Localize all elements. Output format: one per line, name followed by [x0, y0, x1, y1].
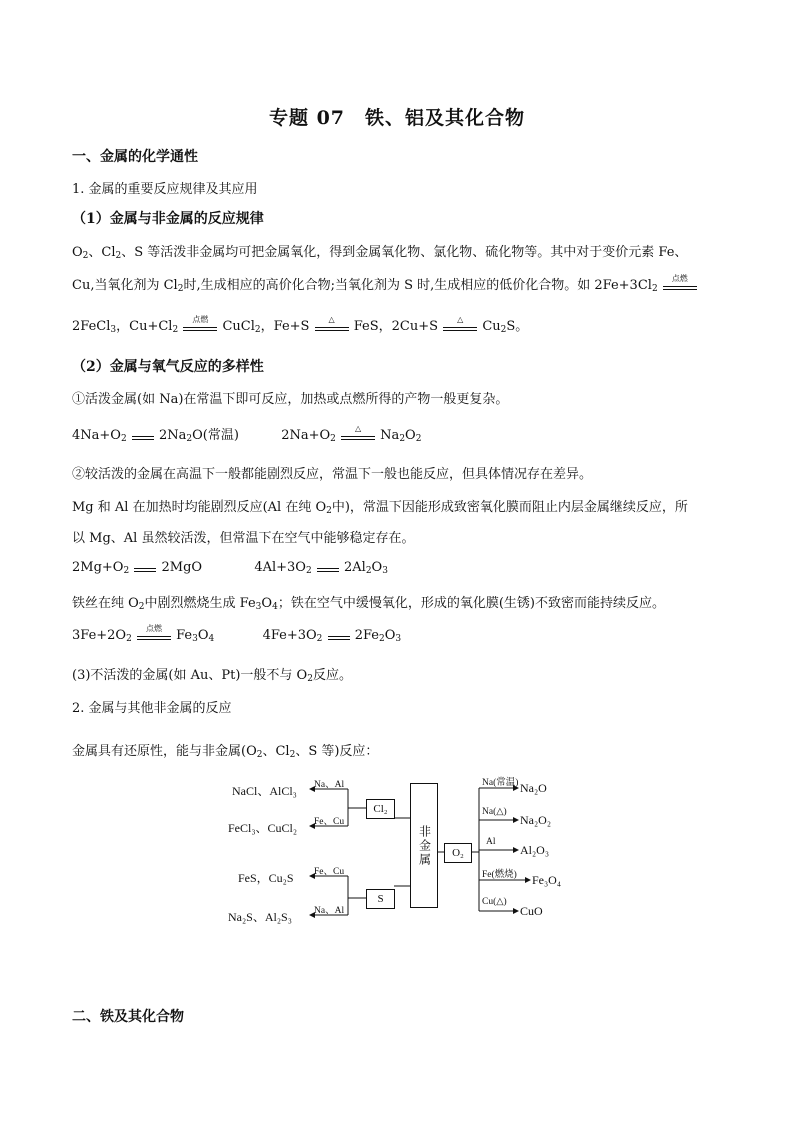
subsection-heading-1: 1. 金属的重要反应规律及其应用 — [72, 182, 258, 197]
paragraph-line: 铁丝在纯 $O_2$中剧烈燃烧生成 $Fe_3O_4$；铁在空气中缓慢氧化，形成的氧化膜(生锈)不致密而能持续反应。 — [72, 596, 665, 612]
product-label: CuO — [520, 904, 543, 918]
reaction-arrow — [134, 561, 156, 575]
paragraph-line: Cu,当氧化剂为 $Cl_2$时,生成相应的高价化合物;当氧化剂为 S 时,生成相应的低价化合物。如 $2Fe+3Cl_2$ 点燃 — [72, 274, 698, 293]
product-label: Al₂O₃ — [520, 843, 550, 857]
section-heading-2: 二、铁及其化合物 — [72, 1009, 184, 1025]
reaction-arrow: 点燃 — [137, 629, 171, 643]
metal-label: Fe、Cu — [314, 867, 345, 877]
product-label: Na₂S、Al₂S₃ — [228, 910, 292, 924]
cl2-box: Cl₂ — [366, 799, 395, 819]
s-box: S — [366, 889, 395, 909]
paragraph-line: $O_2$、$Cl_2$、S 等活泼非金属均可把金属氧化，得到金属氧化物、氯化物、硫化物等。其中对于变价元素 Fe、 — [72, 245, 688, 261]
equation-line: $4Na+O_2$ $2Na_2O$(常温) $2Na+O_2$ △ $Na_2O_2$ — [72, 423, 422, 444]
metal-label: Na、Al — [314, 906, 345, 916]
reaction-arrow: △ — [341, 429, 375, 443]
reaction-arrow: △ — [443, 320, 477, 334]
heading-nonmetal-reaction-rule: （1）金属与非金属的反应规律 — [72, 211, 264, 227]
condition-label: Na(△) — [482, 807, 507, 817]
paragraph-line: ①活泼金属(如 Na)在常温下即可反应，加热或点燃所得的产物一般更复杂。 — [72, 392, 509, 407]
product-label: Na₂O — [520, 781, 547, 795]
paragraph-line: 以 Mg、Al 虽然较活泼，但常温下在空气中能够稳定存在。 — [72, 531, 415, 546]
product-label: Na₂O₂ — [520, 813, 552, 827]
metal-label: Na、Al — [314, 780, 345, 790]
paragraph-line: 金属具有还原性，能与非金属($O_2$、$Cl_2$、S 等)反应： — [72, 744, 379, 760]
equation-line: 2FeCl$_3$，$Cu+Cl_2$ 点燃 CuCl$_2$，Fe+S △ FeS，2Cu+S △ $Cu_2S$。 — [72, 314, 529, 335]
reaction-arrow — [132, 429, 154, 443]
product-label: Fe₃O₄ — [532, 873, 562, 887]
o2-box: O₂ — [444, 843, 472, 863]
reaction-arrow: △ — [315, 320, 349, 334]
condition-label: Al — [486, 837, 496, 847]
reaction-arrow — [328, 629, 350, 643]
product-label: FeS，Cu₂S — [238, 871, 294, 885]
condition-label: Cu(△) — [482, 897, 507, 907]
page-title: 专题 07 铁、铝及其化合物 — [268, 107, 526, 129]
reaction-arrow: 点燃 — [183, 320, 217, 334]
condition-label: Na(常温) — [482, 778, 519, 788]
reaction-arrow — [317, 561, 339, 575]
metal-label: Fe、Cu — [314, 817, 345, 827]
equation-line: $2Mg+O_2$ 2MgO $4Al+3O_2$ $2Al_2O_3$ — [72, 560, 388, 576]
section-heading-1: 一、金属的化学通性 — [72, 149, 198, 165]
product-label: FeCl₃、CuCl₂ — [228, 821, 298, 835]
equation-line: $3Fe+2O_2$ 点燃 $Fe_3O_4$ $4Fe+3O_2$ $2Fe_2O_3$ — [72, 623, 402, 644]
nonmetal-box: 非金属 — [410, 783, 438, 908]
condition-label: Fe(燃烧) — [482, 870, 517, 880]
paragraph-line: ②较活泼的金属在高温下一般都能剧烈反应，常温下一般也能反应，但具体情况存在差异。 — [72, 467, 593, 482]
paragraph-line: Mg 和 Al 在加热时均能剧烈反应(Al 在纯 $O_2$中)，常温下因能形成致密氧化膜而阻止内层金属继续反应，所 — [72, 500, 688, 516]
metal-nonmetal-diagram — [224, 768, 584, 928]
subsection-heading-2: 2. 金属与其他非金属的反应 — [72, 701, 232, 716]
reaction-arrow: 点燃 — [663, 279, 697, 293]
heading-oxygen-reaction: （2）金属与氧气反应的多样性 — [72, 359, 264, 375]
paragraph-line: (3)不活泼的金属(如 Au、Pt)一般不与 $O_2$反应。 — [72, 668, 352, 684]
product-label: NaCl、AlCl₃ — [232, 784, 297, 798]
